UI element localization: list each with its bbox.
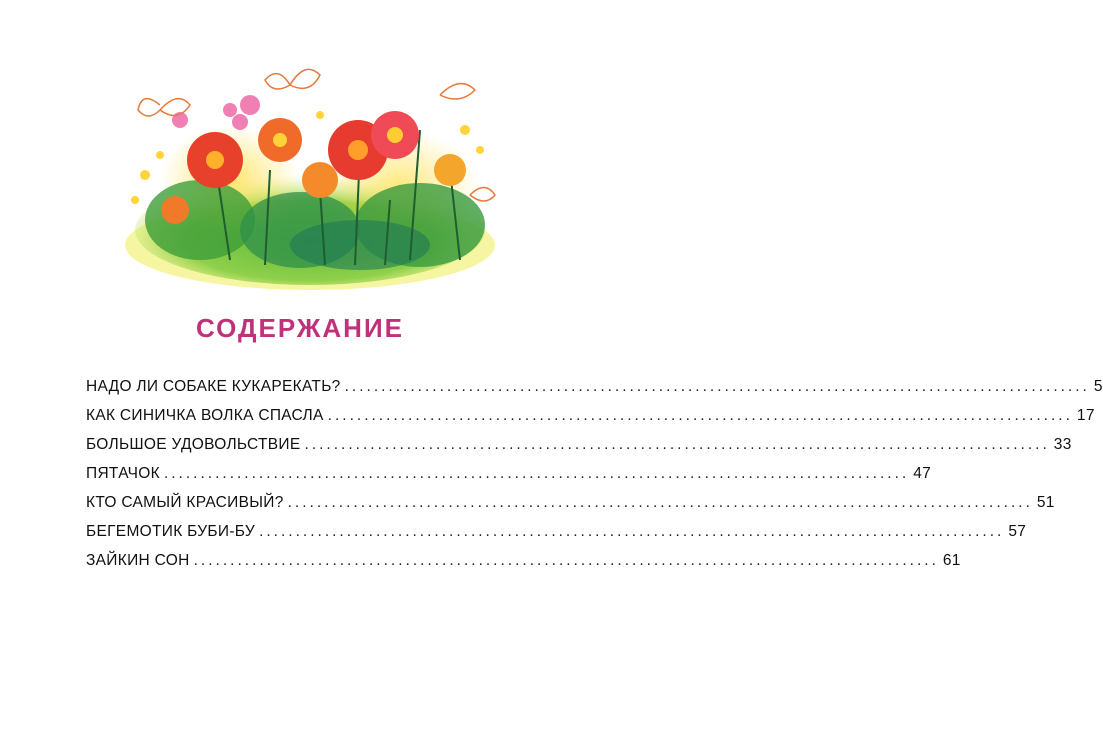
toc-entry[interactable]	[86, 378, 1103, 407]
toc-entry-page: 57	[1008, 523, 1027, 540]
toc-entry-title: БЕГЕМОТИК БУБИ-БУ	[86, 523, 256, 540]
toc-entry-page: 47	[913, 465, 932, 482]
toc-leader-dots: ......................................................................................................	[259, 523, 1005, 540]
toc-entry[interactable]	[86, 523, 1027, 552]
table-of-contents	[86, 378, 1103, 581]
toc-entry-title: ЗАЙКИН СОН	[86, 552, 190, 569]
toc-leader-dots: ......................................................................................................	[287, 494, 1033, 511]
toc-entry[interactable]	[86, 552, 961, 581]
toc-entry-page: 17	[1076, 407, 1095, 424]
toc-entry-title: КТО САМЫЙ КРАСИВЫЙ?	[86, 494, 284, 511]
toc-entry-page: 33	[1053, 436, 1072, 453]
toc-entry[interactable]	[86, 436, 1072, 465]
toc-leader-dots: ......................................................................................................	[327, 407, 1073, 424]
toc-entry[interactable]	[86, 465, 932, 494]
flowers-meadow-illustration	[120, 60, 500, 290]
toc-leader-dots: ......................................................................................................	[163, 465, 910, 482]
page-title: СОДЕРЖАНИЕ	[196, 313, 404, 343]
toc-entry-page: 5	[1093, 378, 1103, 395]
toc-entry-title: БОЛЬШОЕ УДОВОЛЬСТВИЕ	[86, 436, 301, 453]
toc-leader-dots: ......................................................................................................	[344, 378, 1090, 395]
toc-entry[interactable]	[86, 494, 1055, 523]
toc-entry-title: ПЯТАЧОК	[86, 465, 160, 482]
toc-leader-dots: ......................................................................................................	[193, 552, 939, 569]
toc-leader-dots: ......................................................................................................	[304, 436, 1050, 453]
toc-entry[interactable]	[86, 407, 1095, 436]
toc-entry-page: 51	[1036, 494, 1055, 511]
toc-entry-page: 61	[942, 552, 961, 569]
toc-entry-title: НАДО ЛИ СОБАКЕ КУКАРЕКАТЬ?	[86, 378, 341, 395]
toc-entry-title: КАК СИНИЧКА ВОЛКА СПАСЛА	[86, 407, 324, 424]
